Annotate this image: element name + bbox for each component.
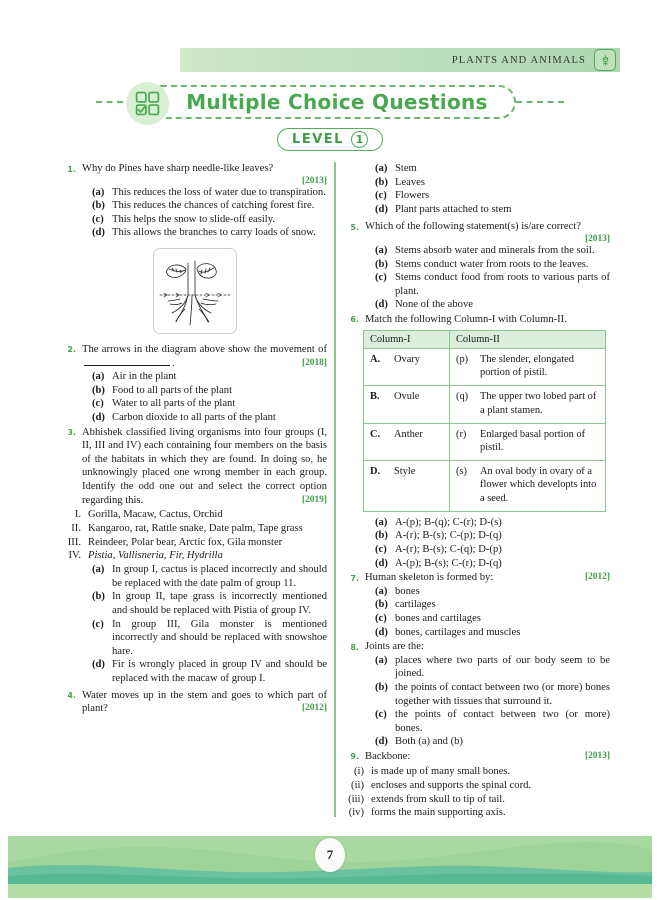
match-left-cell bbox=[364, 349, 450, 386]
option-key: (a) bbox=[92, 186, 105, 198]
column-header-1: Column-I bbox=[364, 331, 450, 349]
match-right-cell bbox=[450, 423, 606, 460]
banner-title: Multiple Choice Questions bbox=[186, 90, 488, 114]
match-right-cell bbox=[450, 386, 606, 423]
question-number: 8. bbox=[350, 642, 359, 652]
match-left-value: Ovary bbox=[394, 354, 420, 366]
option-key: (c) bbox=[375, 709, 387, 721]
options-list bbox=[371, 654, 610, 749]
option-key: (d) bbox=[375, 203, 388, 215]
option-text: A-(p); B-(q); C-(r); D-(s) bbox=[395, 516, 502, 528]
option-a[interactable] bbox=[371, 654, 610, 681]
option-key: (d) bbox=[375, 299, 388, 311]
level-number: 1 bbox=[351, 131, 368, 148]
statement-text: is made up of many small bones. bbox=[371, 766, 511, 778]
question-2 bbox=[62, 343, 327, 425]
match-right-value: The slender, elongated portion of pistil. bbox=[480, 354, 574, 379]
match-right-value: An oval body in ovary of a flower which developts into a seed. bbox=[480, 466, 597, 504]
question-1 bbox=[62, 162, 327, 240]
question-5 bbox=[345, 220, 610, 312]
option-text: This reduces the chances of catching forest fire. bbox=[112, 200, 315, 212]
statement-key: (i) bbox=[354, 766, 364, 778]
option-text: Plant parts attached to stem bbox=[395, 203, 512, 215]
match-left-key: D. bbox=[370, 466, 381, 478]
option-a[interactable] bbox=[88, 186, 327, 200]
option-key: (a) bbox=[375, 654, 388, 666]
column-header-2: Column-II bbox=[450, 331, 606, 349]
match-left-cell bbox=[364, 461, 450, 512]
option-text: A-(p); B-(s); C-(r); D-(q) bbox=[395, 557, 502, 569]
group-key: IV. bbox=[68, 550, 81, 562]
question-text: Human skeleton is formed by: bbox=[365, 572, 494, 584]
match-right-key: (q) bbox=[456, 391, 469, 403]
option-key: (b) bbox=[92, 591, 105, 603]
year-tag: [2012] bbox=[302, 703, 327, 714]
question-text: Water moves up in the stem and goes to which part of plant? bbox=[82, 689, 327, 715]
option-c[interactable] bbox=[371, 189, 610, 203]
option-text: Air in the plant bbox=[112, 371, 177, 383]
question-number: 4. bbox=[67, 691, 76, 701]
option-a[interactable] bbox=[88, 563, 327, 590]
option-text: Fir is wrongly placed in group IV and should be replaced with the macaw of group I. bbox=[112, 659, 327, 685]
section-title-banner bbox=[0, 82, 660, 122]
options-list bbox=[371, 516, 610, 570]
option-text: Carbon dioxide to all parts of the plant bbox=[112, 411, 276, 423]
option-d[interactable] bbox=[371, 203, 610, 217]
level-indicator bbox=[0, 128, 660, 151]
match-right-key: (p) bbox=[456, 354, 469, 366]
option-text: places where two parts of our body seem to be joined. bbox=[395, 654, 610, 680]
table-row bbox=[364, 386, 606, 423]
question-text-tail: . bbox=[172, 357, 175, 369]
match-left-key: B. bbox=[370, 391, 380, 403]
option-key: (c) bbox=[375, 544, 387, 556]
page-footer bbox=[0, 822, 660, 900]
statement-list bbox=[345, 765, 610, 820]
year-tag: [2018] bbox=[302, 357, 327, 368]
question-number: 5. bbox=[350, 222, 359, 232]
option-b[interactable] bbox=[371, 258, 610, 272]
year-tag: [2013] bbox=[585, 750, 610, 761]
option-b[interactable] bbox=[371, 529, 610, 543]
year-tag: [2013] bbox=[585, 233, 610, 244]
banner-pill bbox=[144, 85, 516, 119]
match-left-cell bbox=[364, 386, 450, 423]
options-list bbox=[88, 563, 327, 685]
option-text: A-(r); B-(s); C-(p); D-(q) bbox=[395, 530, 502, 542]
question-4-options-continued bbox=[345, 162, 610, 216]
question-8 bbox=[345, 640, 610, 749]
option-key: (c) bbox=[92, 618, 104, 630]
option-text: A-(r); B-(s); C-(q); D-(p) bbox=[395, 544, 502, 556]
statement-key: (iv) bbox=[348, 807, 364, 819]
option-text: This allows the branches to carry loads of snow. bbox=[112, 227, 316, 239]
option-key: (d) bbox=[92, 659, 105, 671]
question-9 bbox=[345, 750, 610, 764]
option-key: (b) bbox=[375, 681, 388, 693]
statement-key: (ii) bbox=[351, 779, 364, 791]
option-text: Stems conduct food from roots to various parts of plant. bbox=[395, 272, 610, 297]
group-item-1 bbox=[62, 508, 327, 522]
question-text: Why do Pines have sharp needle-like leaves? bbox=[82, 163, 274, 174]
options-list bbox=[371, 244, 610, 312]
question-6 bbox=[345, 313, 610, 327]
match-left-key: C. bbox=[370, 428, 381, 440]
statement-item-3 bbox=[345, 793, 610, 807]
group-list bbox=[62, 508, 327, 563]
table-row bbox=[364, 461, 606, 512]
group-text: Gorilla, Macaw, Cactus, Orchid bbox=[88, 509, 223, 521]
question-text: Abhishek classified living organisms into four groups (I, II, III and IV) each containing four members on the basis of the habitats in which they are found. In doing so, he unknowingly placed one wrong member in each group. Identify the odd one out and select the correct option regarding this. bbox=[82, 426, 327, 506]
option-b[interactable] bbox=[371, 681, 610, 708]
statement-text: extends from skull to tip of tail. bbox=[371, 793, 505, 805]
option-a[interactable] bbox=[371, 585, 610, 599]
group-key: III. bbox=[67, 536, 81, 548]
option-text: Flowers bbox=[395, 190, 430, 202]
question-6-options bbox=[345, 516, 610, 570]
match-right-cell bbox=[450, 349, 606, 386]
question-text: The arrows in the diagram above show the movement of bbox=[82, 343, 327, 355]
match-left-cell bbox=[364, 423, 450, 460]
option-key: (a) bbox=[92, 564, 105, 576]
match-right-key: (s) bbox=[456, 466, 467, 478]
option-c[interactable] bbox=[371, 271, 610, 298]
option-key: (a) bbox=[92, 371, 105, 383]
option-d[interactable] bbox=[88, 411, 327, 425]
option-text: Leaves bbox=[395, 176, 425, 188]
statement-item-1 bbox=[345, 765, 610, 779]
option-key: (b) bbox=[92, 384, 105, 396]
question-7 bbox=[345, 571, 610, 639]
option-a[interactable] bbox=[371, 162, 610, 176]
option-key: (b) bbox=[375, 599, 388, 611]
level-label: LEVEL bbox=[292, 132, 344, 147]
group-text: Kangaroo, rat, Rattle snake, Date palm, Tape grass bbox=[88, 522, 303, 534]
option-text: the points of contact between two (or more) bones together with tissues that surround it. bbox=[395, 681, 610, 707]
question-number: 2. bbox=[67, 345, 76, 355]
option-text: In group III, Gila monster is mentioned incorrectly and should be replaced with snowshoe hare. bbox=[112, 618, 327, 657]
option-key: (b) bbox=[375, 258, 388, 270]
content-columns bbox=[0, 162, 660, 822]
match-right-value: The upper two lobed part of a plant stamen. bbox=[480, 391, 597, 416]
option-d[interactable] bbox=[371, 298, 610, 312]
option-text: bones, cartilages and muscles bbox=[395, 626, 521, 638]
option-key: (a) bbox=[375, 244, 388, 256]
option-key: (b) bbox=[375, 176, 388, 188]
option-text: Water to all parts of the plant bbox=[112, 398, 236, 410]
chapter-title: PLANTS AND ANIMALS bbox=[451, 54, 586, 66]
group-text: Pistia, Vallisneria, Fir, Hydrilla bbox=[88, 550, 223, 562]
option-text: bones bbox=[395, 585, 420, 597]
question-3-options bbox=[62, 563, 327, 685]
group-key: II. bbox=[71, 522, 81, 534]
option-d[interactable] bbox=[88, 226, 327, 240]
hand-drawn-plant-diagram bbox=[153, 248, 237, 334]
group-text: Reindeer, Polar bear, Arctic fox, Gila monster bbox=[88, 536, 283, 548]
option-text: cartilages bbox=[395, 599, 436, 611]
option-a[interactable] bbox=[371, 516, 610, 530]
match-right-cell bbox=[450, 461, 606, 512]
statement-item-2 bbox=[345, 779, 610, 793]
option-text: Stems absorb water and minerals from the soil. bbox=[395, 244, 595, 256]
option-key: (d) bbox=[92, 411, 105, 423]
option-text: bones and cartilages bbox=[395, 613, 481, 625]
statement-item-4 bbox=[345, 806, 610, 820]
option-b[interactable] bbox=[88, 384, 327, 398]
option-c[interactable] bbox=[371, 708, 610, 735]
option-key: (c) bbox=[375, 190, 387, 202]
question-text: Match the following Column-I with Column-II. bbox=[365, 313, 567, 325]
options-list bbox=[371, 585, 610, 639]
group-item-4 bbox=[62, 549, 327, 563]
option-text: This helps the snow to slide-off easily. bbox=[112, 213, 276, 225]
checklist-grid-icon bbox=[126, 82, 169, 125]
option-a[interactable] bbox=[88, 370, 327, 384]
option-a[interactable] bbox=[371, 244, 610, 258]
fill-in-blank bbox=[84, 357, 170, 366]
option-d[interactable] bbox=[371, 735, 610, 749]
question-text: Backbone: bbox=[365, 750, 411, 762]
option-text: In group I, cactus is placed incorrectly and should be replaced with the date palm of group 11. bbox=[112, 564, 327, 589]
option-d[interactable] bbox=[371, 626, 610, 640]
option-d[interactable] bbox=[371, 557, 610, 571]
match-right-value: Enlarged basal portion of pistil. bbox=[480, 428, 586, 454]
question-number: 7. bbox=[350, 573, 359, 583]
match-left-value: Style bbox=[394, 466, 416, 478]
match-left-key: A. bbox=[370, 354, 381, 366]
option-c[interactable] bbox=[88, 213, 327, 227]
statement-text: forms the main supporting axis. bbox=[371, 807, 506, 819]
option-key: (c) bbox=[92, 213, 104, 225]
leaf-badge-icon bbox=[594, 49, 616, 71]
page-header-bar bbox=[180, 48, 620, 72]
option-text: Both (a) and (b) bbox=[395, 736, 463, 748]
statement-key: (iii) bbox=[348, 793, 364, 805]
year-tag: [2013] bbox=[302, 175, 327, 186]
question-number: 3. bbox=[67, 428, 76, 438]
option-key: (c) bbox=[92, 398, 104, 410]
option-key: (d) bbox=[375, 557, 388, 569]
option-text: the points of contact between two (or more) bones. bbox=[395, 709, 610, 734]
options-list bbox=[88, 370, 327, 424]
option-key: (c) bbox=[375, 613, 387, 625]
option-c[interactable] bbox=[88, 618, 327, 659]
option-key: (b) bbox=[375, 530, 388, 542]
table-row bbox=[364, 349, 606, 386]
option-text: Food to all parts of the plant bbox=[112, 384, 233, 396]
question-4 bbox=[62, 689, 327, 716]
match-columns-table bbox=[363, 330, 606, 512]
statement-text: encloses and supports the spinal cord. bbox=[371, 779, 532, 791]
match-left-value: Anther bbox=[394, 428, 423, 440]
year-tag: [2019] bbox=[302, 494, 327, 505]
option-key: (a) bbox=[375, 585, 388, 597]
option-key: (d) bbox=[375, 736, 388, 748]
options-list bbox=[88, 186, 327, 240]
option-d[interactable] bbox=[88, 658, 327, 685]
figure-container bbox=[62, 248, 327, 334]
question-number: 6. bbox=[350, 315, 359, 325]
column-divider bbox=[334, 162, 336, 817]
page-number: 7 bbox=[315, 838, 345, 872]
option-c[interactable] bbox=[88, 397, 327, 411]
option-text: Stem bbox=[395, 163, 417, 174]
question-number: 1. bbox=[67, 164, 76, 174]
option-key: (a) bbox=[375, 516, 388, 528]
level-pill bbox=[277, 128, 383, 151]
option-b[interactable] bbox=[371, 598, 610, 612]
right-column bbox=[345, 162, 610, 820]
option-b[interactable] bbox=[88, 199, 327, 213]
question-text: Which of the following statement(s) is/are correct? bbox=[365, 221, 581, 233]
table-row bbox=[364, 423, 606, 460]
match-right-key: (r) bbox=[456, 428, 467, 440]
option-key: (b) bbox=[92, 200, 105, 212]
group-item-2 bbox=[62, 522, 327, 536]
left-column bbox=[62, 162, 327, 717]
option-text: Stems conduct water from roots to the leaves. bbox=[395, 258, 589, 270]
year-tag: [2012] bbox=[585, 572, 610, 583]
option-key: (c) bbox=[375, 272, 387, 284]
option-key: (d) bbox=[375, 626, 388, 638]
question-3 bbox=[62, 426, 327, 508]
option-key: (a) bbox=[375, 163, 388, 174]
option-key: (d) bbox=[92, 227, 105, 239]
option-b[interactable] bbox=[371, 176, 610, 190]
group-item-3 bbox=[62, 536, 327, 550]
option-c[interactable] bbox=[371, 543, 610, 557]
option-c[interactable] bbox=[371, 612, 610, 626]
table-header-row bbox=[364, 331, 606, 349]
option-text: None of the above bbox=[395, 299, 473, 311]
group-key: I. bbox=[74, 509, 81, 521]
option-text: This reduces the loss of water due to transpiration. bbox=[112, 186, 326, 198]
question-text: Joints are the: bbox=[365, 641, 424, 653]
option-text: In group II, tape grass is incorrectly mentioned and should be replaced with Pistia of group IV. bbox=[112, 591, 327, 617]
question-number: 9. bbox=[350, 752, 359, 762]
option-b[interactable] bbox=[88, 590, 327, 617]
match-left-value: Ovule bbox=[394, 391, 420, 403]
banner-dash-right bbox=[516, 101, 564, 103]
options-list bbox=[371, 162, 610, 216]
